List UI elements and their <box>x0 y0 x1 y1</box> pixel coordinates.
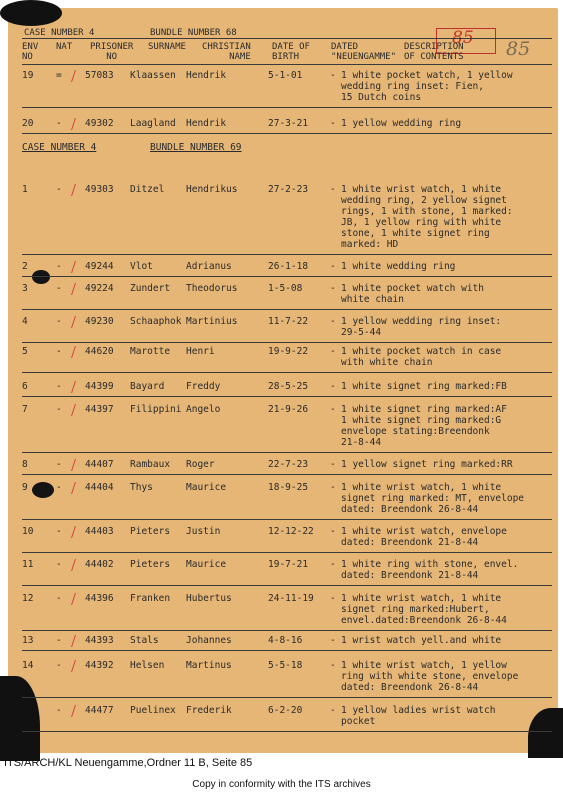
nationality: - <box>56 705 62 716</box>
case-number-header: CASE NUMBER 4 <box>24 28 95 38</box>
punch-hole-1 <box>32 270 50 284</box>
surname: Zundert <box>130 283 171 294</box>
christian-name: Justin <box>186 526 221 537</box>
row-dash: - <box>330 346 336 357</box>
surname: Rambaux <box>130 459 171 470</box>
prisoner-number: 44403 <box>85 526 114 537</box>
row-separator <box>22 309 552 310</box>
row-dash: - <box>330 459 336 470</box>
nationality: - <box>56 593 62 604</box>
row-separator <box>22 396 552 397</box>
surname: Franken <box>130 593 171 604</box>
prisoner-number: 44404 <box>85 482 114 493</box>
env-number: 8 <box>22 459 28 470</box>
env-number: 19 <box>22 70 34 81</box>
col-dob-header: DATE OF BIRTH <box>272 42 310 62</box>
date-of-birth: 18-9-25 <box>268 482 309 493</box>
check-mark <box>71 283 79 295</box>
contents-description: 1 white pocket watch in case with white chain <box>341 346 502 368</box>
date-of-birth: 5-1-01 <box>268 70 303 81</box>
prisoner-number: 49244 <box>85 261 114 272</box>
check-mark <box>71 482 79 494</box>
col-desc-header: DESCRIPTION OF CONTENTS <box>404 42 464 62</box>
christian-name: Henri <box>186 346 215 357</box>
row-separator <box>22 276 552 277</box>
contents-description: 1 yellow ladies wrist watch pocket <box>341 705 496 727</box>
date-of-birth: 6-2-20 <box>268 705 303 716</box>
row-dash: - <box>330 559 336 570</box>
check-mark <box>71 381 79 393</box>
christian-name: Angelo <box>186 404 221 415</box>
row-dash: - <box>330 118 336 129</box>
christian-name: Hendrik <box>186 118 227 129</box>
contents-description: 1 white wrist watch, 1 white wedding ring, 2 yellow signet rings, 1 with stone, 1 marked: JB, 1 yellow ring with white stone, 1 white signet ring marked: HD <box>341 184 513 250</box>
date-of-birth: 11-7-22 <box>268 316 309 327</box>
header-rule-bottom <box>22 64 552 65</box>
row-separator <box>22 254 552 255</box>
nationality: - <box>56 559 62 570</box>
check-mark <box>71 459 79 471</box>
row-separator <box>22 107 552 108</box>
prisoner-number: 49224 <box>85 283 114 294</box>
nationality: - <box>56 381 62 392</box>
surname: Filippini <box>130 404 182 415</box>
date-of-birth: 19-7-21 <box>268 559 309 570</box>
col-surname-header: SURNAME <box>148 42 186 52</box>
contents-description: 1 white ring with stone, envel. dated: Breendonk 21-8-44 <box>341 559 519 581</box>
nationality: - <box>56 635 62 646</box>
env-number: 2 <box>22 261 28 272</box>
check-mark <box>71 660 79 672</box>
row-separator <box>22 133 552 134</box>
christian-name: Freddy <box>186 381 221 392</box>
surname: Pieters <box>130 526 171 537</box>
check-mark <box>71 184 79 196</box>
env-number: 6 <box>22 381 28 392</box>
document-page <box>8 8 558 753</box>
row-dash: - <box>330 283 336 294</box>
contents-description: 1 wrist watch yell.and white <box>341 635 502 646</box>
contents-description: 1 white wrist watch, envelope dated: Breendonk 21-8-44 <box>341 526 507 548</box>
contents-description: 1 yellow signet ring marked:RR <box>341 459 513 470</box>
nationality: - <box>56 184 62 195</box>
prisoner-number: 49230 <box>85 316 114 327</box>
nationality: = <box>56 70 62 81</box>
row-separator <box>22 372 552 373</box>
row-separator <box>22 474 552 475</box>
surname: Pieters <box>130 559 171 570</box>
nationality: - <box>56 316 62 327</box>
prisoner-number: 44402 <box>85 559 114 570</box>
col-nat-header: NAT <box>56 42 73 52</box>
row-separator <box>22 552 552 553</box>
check-mark <box>71 635 79 647</box>
nationality: - <box>56 261 62 272</box>
contents-description: 1 yellow wedding ring <box>341 118 462 129</box>
env-number: 9 <box>22 482 28 493</box>
prisoner-number: 44393 <box>85 635 114 646</box>
check-mark <box>71 559 79 571</box>
date-of-birth: 27-2-23 <box>268 184 309 195</box>
prisoner-number: 57083 <box>85 70 114 81</box>
surname: Laagland <box>130 118 176 129</box>
surname: Klaassen <box>130 70 176 81</box>
row-dash: - <box>330 404 336 415</box>
christian-name: Theodorus <box>186 283 238 294</box>
nationality: - <box>56 526 62 537</box>
prisoner-number: 44407 <box>85 459 114 470</box>
row-dash: - <box>330 261 336 272</box>
date-of-birth: 24-11-19 <box>268 593 314 604</box>
prisoner-number: 44396 <box>85 593 114 604</box>
row-separator <box>22 519 552 520</box>
prisoner-number: 44397 <box>85 404 114 415</box>
contents-description: 1 yellow wedding ring inset: 29-5-44 <box>341 316 502 338</box>
prisoner-number: 44477 <box>85 705 114 716</box>
date-of-birth: 22-7-23 <box>268 459 309 470</box>
contents-description: 1 white signet ring marked:AF 1 white signet ring marked:G envelope stating:Breendonk 21-8-44 <box>341 404 507 448</box>
row-dash: - <box>330 381 336 392</box>
row-dash: - <box>330 660 336 671</box>
christian-name: Hendrik <box>186 70 227 81</box>
contents-description: 1 white wrist watch, 1 white signet ring marked:Hubert, envel.dated:Breendonk 26-8-44 <box>341 593 507 626</box>
env-number: 14 <box>22 660 34 671</box>
page-stamp-number: 85 <box>452 28 474 48</box>
header-rule-top <box>22 38 552 39</box>
contents-description: 1 white pocket watch, 1 yellow wedding ring inset: Fien, 15 Dutch coins <box>341 70 513 103</box>
prisoner-number: 44620 <box>85 346 114 357</box>
date-of-birth: 1-5-08 <box>268 283 303 294</box>
christian-name: Maurice <box>186 482 227 493</box>
check-mark <box>71 593 79 605</box>
nationality: - <box>56 482 62 493</box>
nationality: - <box>56 404 62 415</box>
date-of-birth: 26-1-18 <box>268 261 309 272</box>
row-dash: - <box>330 593 336 604</box>
prisoner-number: 49302 <box>85 118 114 129</box>
col-env-header: ENV NO <box>22 42 39 62</box>
row-dash: - <box>330 482 336 493</box>
christian-name: Maurice <box>186 559 227 570</box>
row-separator <box>22 731 552 732</box>
check-mark <box>71 404 79 416</box>
surname: Thys <box>130 482 153 493</box>
check-mark <box>71 346 79 358</box>
env-number: 10 <box>22 526 34 537</box>
date-of-birth: 19-9-22 <box>268 346 309 357</box>
christian-name: Adrianus <box>186 261 232 272</box>
surname: Stals <box>130 635 159 646</box>
archive-reference: ITS/ARCH/KL Neuengamme,Ordner 11 B, Seite 85 <box>4 757 253 769</box>
check-mark <box>71 261 79 273</box>
christian-name: Martinus <box>186 660 232 671</box>
col-dated-header: DATED "NEUENGAMME" <box>331 42 397 62</box>
date-of-birth: 28-5-25 <box>268 381 309 392</box>
christian-name: Johannes <box>186 635 232 646</box>
surname: Bayard <box>130 381 165 392</box>
date-of-birth: 5-5-18 <box>268 660 303 671</box>
case-number-header-2: CASE NUMBER 4 <box>22 142 97 153</box>
nationality: - <box>56 346 62 357</box>
env-number: 3 <box>22 283 28 294</box>
env-number: 13 <box>22 635 34 646</box>
surname: Marotte <box>130 346 171 357</box>
surname: Schaaphok <box>130 316 182 327</box>
christian-name: Frederik <box>186 705 232 716</box>
row-separator <box>22 342 552 343</box>
punch-hole-2 <box>32 482 54 498</box>
christian-name: Roger <box>186 459 215 470</box>
date-of-birth: 21-9-26 <box>268 404 309 415</box>
row-dash: - <box>330 316 336 327</box>
env-number: 5 <box>22 346 28 357</box>
christian-name: Martinius <box>186 316 238 327</box>
row-dash: - <box>330 184 336 195</box>
surname: Puelinex <box>130 705 176 716</box>
nationality: - <box>56 459 62 470</box>
check-mark <box>71 70 79 82</box>
christian-name: Hubertus <box>186 593 232 604</box>
env-number: 20 <box>22 118 34 129</box>
env-number: 7 <box>22 404 28 415</box>
row-dash: - <box>330 526 336 537</box>
check-mark <box>71 118 79 130</box>
surname: Ditzel <box>130 184 165 195</box>
date-of-birth: 12-12-22 <box>268 526 314 537</box>
contents-description: 1 white wrist watch, 1 yellow ring with white stone, envelope dated: Breendonk 26-8-44 <box>341 660 519 693</box>
env-number: 12 <box>22 593 34 604</box>
date-of-birth: 27-3-21 <box>268 118 309 129</box>
row-separator <box>22 630 552 631</box>
contents-description: 1 white wedding ring <box>341 261 456 272</box>
bundle-number-header-2: BUNDLE NUMBER 69 <box>150 142 242 153</box>
row-separator <box>22 650 552 651</box>
env-number: 1 <box>22 184 28 195</box>
check-mark <box>71 705 79 717</box>
env-number: 4 <box>22 316 28 327</box>
date-of-birth: 4-8-16 <box>268 635 303 646</box>
row-separator <box>22 452 552 453</box>
row-dash: - <box>330 70 336 81</box>
nationality: - <box>56 660 62 671</box>
col-prisoner-header: PRISONER NO <box>90 42 134 62</box>
row-dash: - <box>330 705 336 716</box>
conformity-note: Copy in conformity with the ITS archives <box>192 779 371 790</box>
pencil-page-number: 85 <box>506 38 531 60</box>
prisoner-number: 49303 <box>85 184 114 195</box>
torn-corner-bottom-left <box>0 676 40 761</box>
prisoner-number: 44392 <box>85 660 114 671</box>
check-mark <box>71 526 79 538</box>
bundle-number-header: BUNDLE NUMBER 68 <box>150 28 237 38</box>
env-number: 11 <box>22 559 34 570</box>
contents-description: 1 white pocket watch with white chain <box>341 283 484 305</box>
torn-corner-top-left <box>0 0 62 26</box>
contents-description: 1 white wrist watch, 1 white signet ring marked: MT, envelope dated: Breendonk 26-8-44 <box>341 482 525 515</box>
row-separator <box>22 585 552 586</box>
prisoner-number: 44399 <box>85 381 114 392</box>
col-christian-header: CHRISTIAN NAME <box>202 42 251 62</box>
row-separator <box>22 697 552 698</box>
christian-name: Hendrikus <box>186 184 238 195</box>
nationality: - <box>56 283 62 294</box>
surname: Helsen <box>130 660 165 671</box>
contents-description: 1 white signet ring marked:FB <box>341 381 507 392</box>
surname: Vlot <box>130 261 153 272</box>
check-mark <box>71 316 79 328</box>
row-dash: - <box>330 635 336 646</box>
nationality: - <box>56 118 62 129</box>
